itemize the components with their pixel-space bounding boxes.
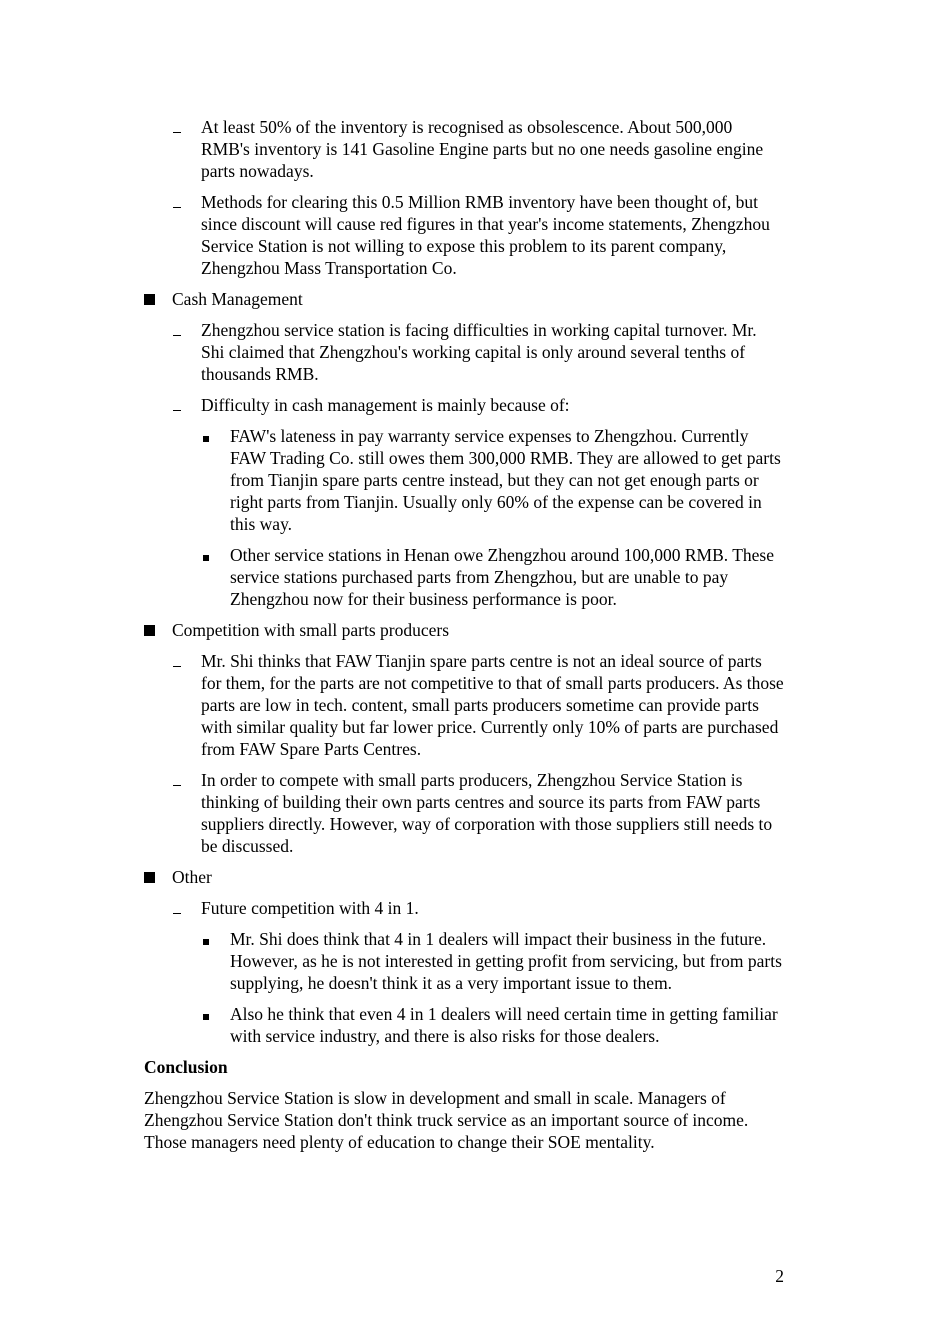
list-item	[144, 116, 784, 182]
page-number: 2	[775, 1266, 784, 1286]
list-item-text: Competition with small parts producers	[172, 620, 450, 640]
dash-icon	[172, 897, 181, 919]
dash-icon	[172, 319, 181, 341]
conclusion-heading: Conclusion	[144, 1057, 228, 1077]
dash-icon	[172, 394, 181, 416]
dash-icon	[172, 116, 181, 138]
list-item-text: At least 50% of the inventory is recognised as obsolescence. About 500,000 RMB's inventory is 141 Gasoline Engine parts but no one needs gasoline engine parts nowadays.	[201, 117, 764, 181]
list-item	[144, 319, 784, 385]
square-bullet-icon	[144, 288, 155, 310]
list-item	[144, 619, 784, 641]
list-item-text: Difficulty in cash management is mainly because of:	[201, 395, 570, 415]
dash-icon	[172, 650, 181, 672]
list-item-text: Mr. Shi thinks that FAW Tianjin spare parts centre is not an ideal source of parts for them, for the parts are not competitive to that of small parts producers. As those parts are low in tech. content, small parts producers sometime can provide parts with similar quality but far lower price. Currently only 10% of parts are purchased from FAW Spare Parts Centres.	[201, 651, 784, 759]
list-item	[144, 544, 784, 610]
square-bullet-icon	[144, 866, 155, 888]
list-item-text: Cash Management	[172, 289, 303, 309]
list-item-text: In order to compete with small parts producers, Zhengzhou Service Station is thinking of building their own parts centres and source its parts from FAW parts suppliers directly. However, way of corporation with those suppliers still needs to be discussed.	[201, 770, 773, 856]
list-item	[144, 897, 784, 919]
list-item-text: Zhengzhou service station is facing difficulties in working capital turnover. Mr. Shi claimed that Zhengzhou's working capital is only around several tenths of thousands RMB.	[201, 320, 757, 384]
dash-icon	[172, 769, 181, 791]
list-item-text: Future competition with 4 in 1.	[201, 898, 419, 918]
small-square-bullet-icon	[201, 928, 209, 950]
list-item	[144, 394, 784, 416]
small-square-bullet-icon	[201, 544, 209, 566]
list-item	[144, 928, 784, 994]
list-item-text: FAW's lateness in pay warranty service expenses to Zhengzhou. Currently FAW Trading Co. still owes them 300,000 RMB. They are allowed to get parts from Tianjin spare parts centre instead, but they can not get enough parts or right parts from Tianjin. Usually only 60% of the expense can be covered in this way.	[230, 426, 781, 534]
conclusion-paragraph: Zhengzhou Service Station is slow in development and small in scale. Managers of Zhengzhou Service Station don't think truck service as an important source of income. Those managers need plenty of education to change their SOE mentality.	[144, 1088, 749, 1152]
list-item-text: Mr. Shi does think that 4 in 1 dealers will impact their business in the future. However, as he is not interested in getting profit from servicing, but from parts supplying, he doesn't think it as a very important issue to them.	[230, 929, 782, 993]
list-item-text: Also he think that even 4 in 1 dealers will need certain time in getting familiar with service industry, and there is also risks for those dealers.	[230, 1004, 778, 1046]
list-item-text: Methods for clearing this 0.5 Million RMB inventory have been thought of, but since discount will cause red figures in that year's income statements, Zhengzhou Service Station is not willing to expose this problem to its parent company, Zhengzhou Mass Transportation Co.	[201, 192, 770, 278]
square-bullet-icon	[144, 619, 155, 641]
list-item	[144, 288, 784, 310]
list-item	[144, 650, 784, 760]
list-item-text: Other	[172, 867, 212, 887]
list-item	[144, 191, 784, 279]
list-item-text: Other service stations in Henan owe Zhengzhou around 100,000 RMB. These service stations purchased parts from Zhengzhou, but are unable to pay Zhengzhou now for their business performance is poor.	[230, 545, 775, 609]
page-content	[144, 116, 784, 1153]
list-item	[144, 425, 784, 535]
small-square-bullet-icon	[201, 1003, 209, 1025]
dash-icon	[172, 191, 181, 213]
list-item	[144, 866, 784, 888]
small-square-bullet-icon	[201, 425, 209, 447]
bullet-list	[144, 116, 784, 1047]
list-item	[144, 1003, 784, 1047]
list-item	[144, 769, 784, 857]
